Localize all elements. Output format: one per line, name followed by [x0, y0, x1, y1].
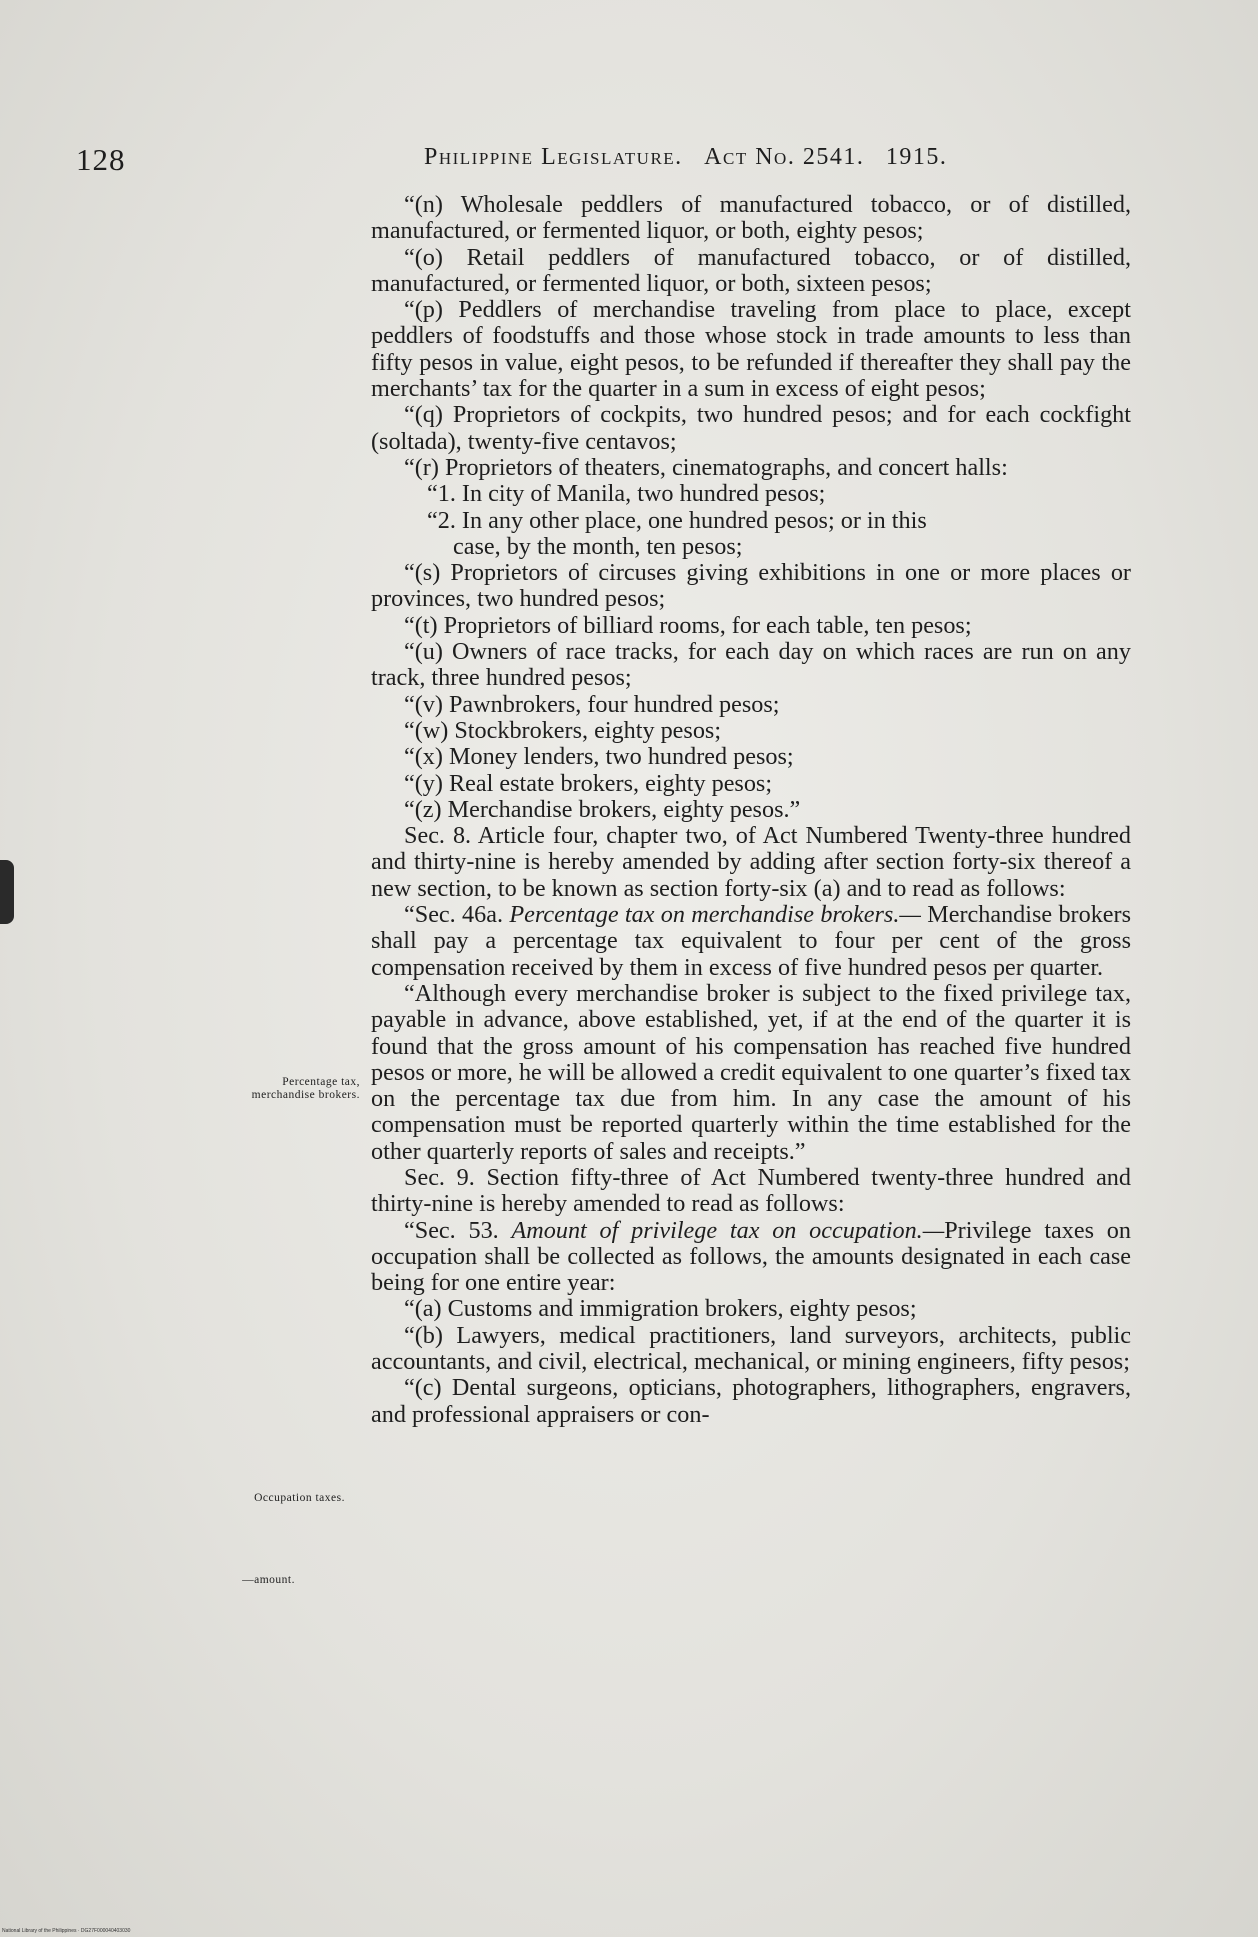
paragraph-x: “(x) Money lenders, two hundred pesos; [404, 743, 794, 771]
paragraph-q: “(q) Proprietors of cockpits, two hundred pesos; and for each cockfight (soltada), twenty-five centavos; [371, 401, 1131, 455]
scan-source-note: National Library of the Philippines · DG27F000040403030 [2, 1928, 131, 1934]
paragraph-r2-line1: “2. In any other place, one hundred pesos; or in this [427, 506, 927, 534]
running-head-legislature: Philippine Legislature. [424, 144, 683, 170]
section-53-title: Amount of privilege tax on occupation.— [511, 1216, 945, 1244]
paragraph-c: “(c) Dental surgeons, opticians, photographers, lithographers, engravers, and professional appraisers or con- [371, 1374, 1131, 1428]
paragraph-v: “(v) Pawnbrokers, four hundred pesos; [404, 690, 780, 718]
body-text [371, 192, 1131, 1428]
margin-note-line: Percentage tax, [282, 1076, 360, 1088]
margin-note-amount: —amount. [242, 1574, 295, 1586]
section-53 [371, 1218, 1131, 1297]
paragraph-o: “(o) Retail peddlers of manufactured tobacco, or of distilled, manufactured, or fermented liquor, or both, sixteen pesos; [371, 243, 1131, 297]
running-head-year: 1915. [885, 144, 948, 170]
paragraph-r2 [371, 508, 1131, 561]
paragraph-r2-line2: case, by the month, ten pesos; [453, 532, 743, 560]
section-46a [371, 902, 1131, 981]
paragraph-a: “(a) Customs and immigration brokers, eighty pesos; [404, 1295, 917, 1323]
paragraph-n: “(n) Wholesale peddlers of manufactured tobacco, or of distilled, manufactured, or fermented liquor, or both, eighty pesos; [371, 191, 1131, 245]
page-number: 128 [76, 142, 126, 177]
paragraph-b: “(b) Lawyers, medical practitioners, land surveyors, architects, public accountants, and civil, electrical, mechanical, or mining engineers, fifty pesos; [371, 1321, 1131, 1376]
paragraph-y: “(y) Real estate brokers, eighty pesos; [404, 769, 773, 797]
section-46a-title: Percentage tax on merchandise brokers.— [509, 901, 921, 929]
section-9: Sec. 9. Section fifty-three of Act Numbered twenty-three hundred and thirty-nine is hereby amended to read as follows: [371, 1163, 1131, 1218]
section-53-number: “Sec. 53. [404, 1216, 499, 1244]
paragraph-w: “(w) Stockbrokers, eighty pesos; [404, 716, 722, 744]
paragraph-r: “(r) Proprietors of theaters, cinematographs, and concert halls: [404, 453, 1008, 481]
paragraph-z: “(z) Merchandise brokers, eighty pesos.” [404, 795, 801, 823]
margin-note-line: merchandise brokers. [251, 1089, 360, 1101]
paragraph-p: “(p) Peddlers of merchandise traveling from place to place, except peddlers of foodstuffs and those whose stock in trade amounts to less than fifty pesos in value, eight pesos, to be refunded if thereafter they shall pay the merchants’ tax for the quarter in a sum in excess of eight pesos; [371, 296, 1131, 403]
paragraph-t: “(t) Proprietors of billiard rooms, for each table, ten pesos; [404, 611, 972, 639]
section-8: Sec. 8. Article four, chapter two, of Act Numbered Twenty-three hundred and thirty-nine is hereby amended by adding after section forty-six thereof a new section, to be known as section forty-six (a) and to read as follows: [371, 822, 1131, 902]
running-head [424, 144, 1124, 171]
paragraph-although: “Although every merchandise broker is subject to the fixed privilege tax, payable in advance, above established, yet, if at the end of the quarter it is found that the gross amount of his compensation has reached five hundred pesos or more, he will be allowed a credit equivalent to one quarter’s fixed tax on the percentage tax due from him. In any case the amount of his compensation must be reported quarterly within the time established for the other quarterly reports of sales and receipts.” [371, 979, 1131, 1165]
section-46a-body: Merchandise brokers shall pay a percentage tax equivalent to four per cent of the gross compensation received by them in excess of five hundred pesos per quarter. [371, 901, 1131, 981]
section-53-body: Privilege taxes on occupation shall be collected as follows, the amounts designated in each case being for one entire year: [371, 1216, 1131, 1297]
margin-note-percentage-tax [160, 1076, 360, 1102]
paragraph-u: “(u) Owners of race tracks, for each day on which races are run on any track, three hundred pesos; [371, 638, 1131, 692]
binding-shadow [0, 860, 14, 924]
margin-note-occupation-taxes: Occupation taxes. [254, 1492, 345, 1504]
section-46a-number: “Sec. 46a. [404, 901, 504, 929]
paragraph-r1: “1. In city of Manila, two hundred pesos; [427, 480, 826, 508]
paragraph-s: “(s) Proprietors of circuses giving exhibitions in one or more places or provinces, two hundred pesos; [371, 559, 1131, 613]
running-head-act: Act No. 2541. [704, 144, 865, 170]
